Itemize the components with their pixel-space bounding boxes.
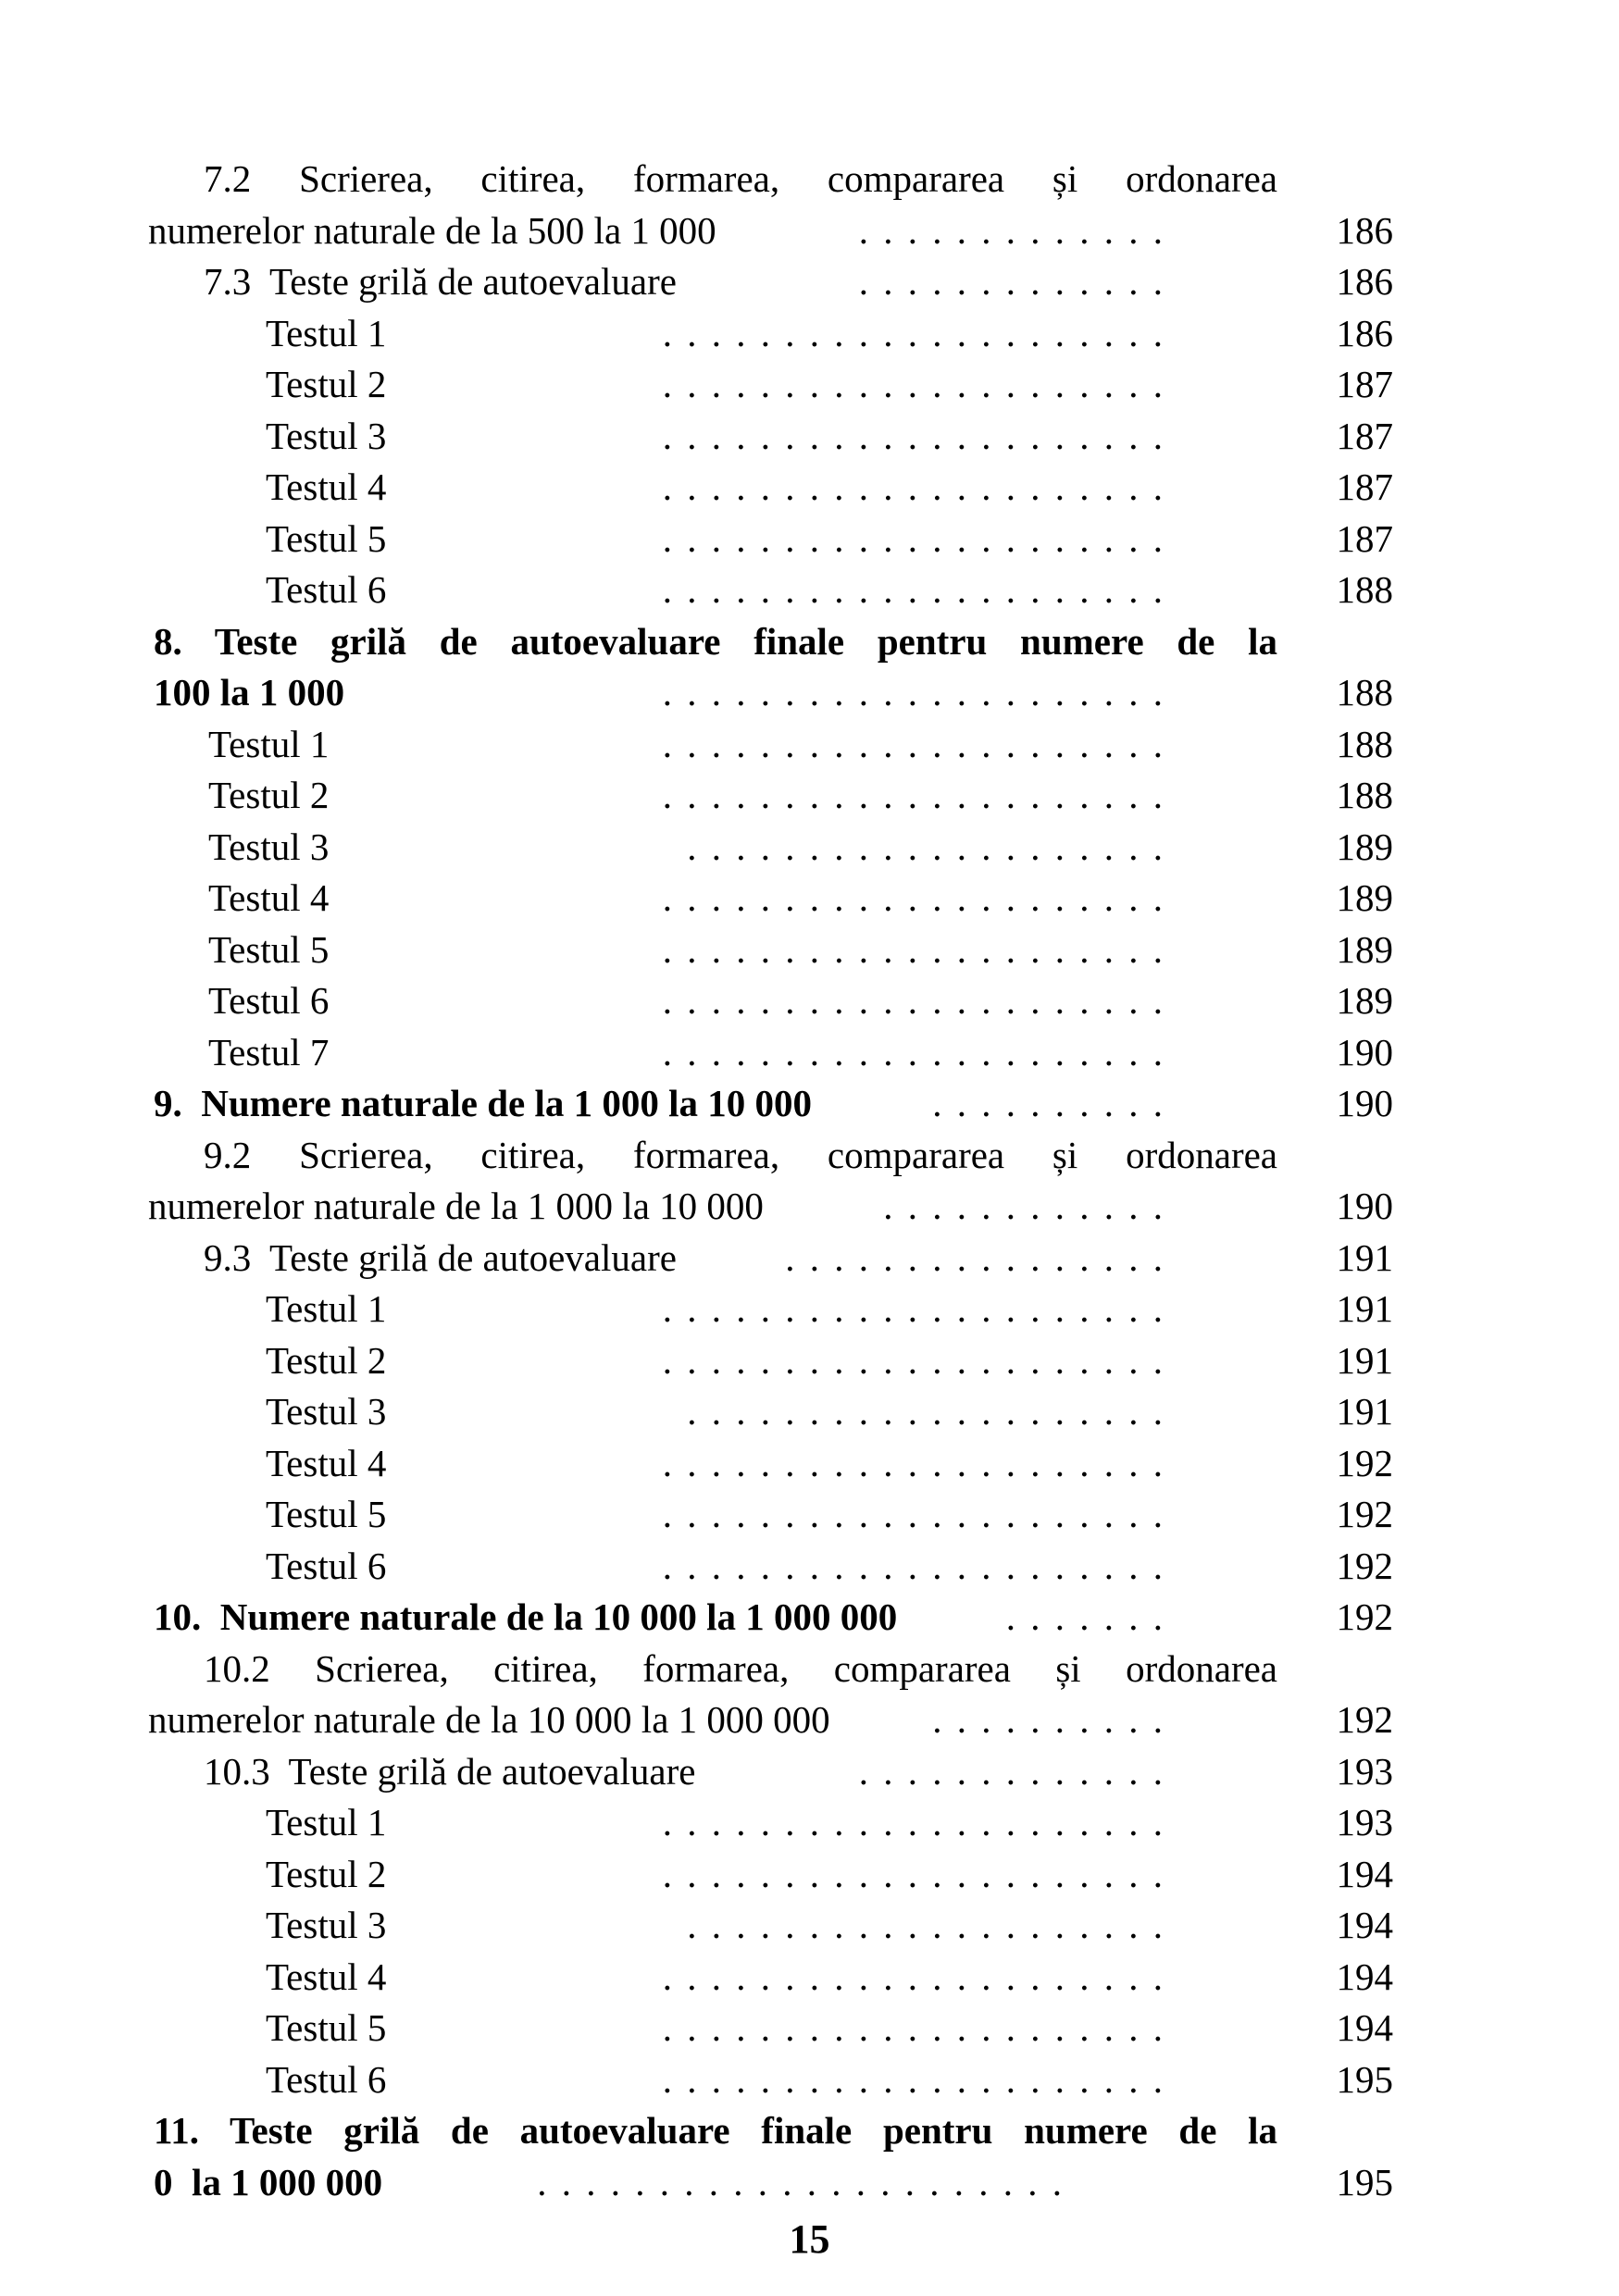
toc-entry-label: Testul 2 <box>208 774 330 816</box>
toc-entry-label: Testul 3 <box>208 825 330 868</box>
toc-entry-page: 189 <box>1336 876 1393 919</box>
toc-row <box>148 1489 1393 1541</box>
dot-leader: . . . . . . . . . . . . <box>883 1185 1165 1227</box>
toc-entry-label: 9.3 Teste grilă de autoevaluare <box>204 1235 677 1279</box>
toc-row <box>148 719 1393 771</box>
dot-leader: . . . . . . . . . . . . . . . . . . . . . <box>662 1030 1165 1074</box>
toc-entry-label: Testul 6 <box>266 568 387 611</box>
toc-entry-label: Testul 1 <box>208 722 330 765</box>
toc-entry-label: Testul 4 <box>266 1441 387 1484</box>
toc-entry-page: 186 <box>1336 208 1393 252</box>
dot-leader: . . . . . . . . . . . . . . . . . . . . <box>687 825 1165 868</box>
toc-row <box>148 462 1393 514</box>
toc-entry-page: 189 <box>1336 979 1393 1022</box>
toc-row <box>148 1130 1393 1182</box>
dot-leader: . . . . . . . . . . <box>932 1698 1165 1741</box>
toc-row <box>148 1386 1393 1438</box>
dot-leader: . . . . . . . . . . . . . . . . . . . . . <box>662 1852 1165 1895</box>
dot-leader: . . . . . . . . . . . . . . . . . . . . . <box>662 1287 1165 1330</box>
toc-entry-page: 186 <box>1336 260 1393 303</box>
dot-leader: . . . . . . . . . . . . . . . . . . . . <box>687 1390 1165 1433</box>
toc-entry-label: Testul 3 <box>266 1904 387 1946</box>
toc-entry-page: 192 <box>1336 1493 1393 1535</box>
toc-entry-label: Testul 2 <box>266 1338 387 1382</box>
dot-leader: . . . . . . . . . . . . . . . . . . . . . <box>662 722 1165 765</box>
toc-row <box>148 1541 1393 1593</box>
dot-leader: . . . . . . . . . . . . . <box>858 260 1165 303</box>
toc-entry-page: 194 <box>1336 1904 1393 1946</box>
dot-leader: . . . . . . . . . . . . . . . . . . . . . <box>662 1441 1165 1484</box>
toc-row <box>148 1694 1393 1746</box>
toc-row <box>148 667 1393 719</box>
toc-entry-page: 188 <box>1336 568 1393 611</box>
dot-leader: . . . . . . . . . . . . . . . . . . . . . <box>662 363 1165 405</box>
toc-entry-label: Testul 4 <box>266 1955 387 1998</box>
toc-row <box>148 1797 1393 1849</box>
toc-row <box>148 822 1393 874</box>
toc-row <box>148 2054 1393 2106</box>
dot-leader: . . . . . . . . . . . . . . . . . . . . . <box>662 1544 1165 1587</box>
toc-row <box>148 205 1393 257</box>
toc-entry-page: 187 <box>1336 465 1393 508</box>
toc-row <box>148 154 1393 205</box>
dot-leader: . . . . . . . . . . . . . <box>858 208 1165 252</box>
toc-entry-label: Testul 6 <box>266 2057 387 2101</box>
dot-leader: . . . . . . . . . . . . . . . . . . . . . <box>662 979 1165 1022</box>
toc-row <box>148 1284 1393 1335</box>
toc-entry-label: Testul 1 <box>266 1287 387 1330</box>
toc-row <box>148 1644 1393 1695</box>
dot-leader: . . . . . . . . . . . . . . . . . . . . . <box>662 516 1165 560</box>
toc-entry-label: 10.3 Teste grilă de autoevaluare <box>204 1749 696 1793</box>
toc-row <box>148 2003 1393 2054</box>
toc-row <box>148 565 1393 616</box>
toc-entry-page: 194 <box>1336 2006 1393 2049</box>
dot-leader: . . . . . . . . . . . . . . . . . . . . . <box>662 927 1165 971</box>
dot-leader: . . . . . . . . . . . . . . . . . . . . . <box>662 1493 1165 1535</box>
toc-entry-page: 191 <box>1336 1235 1393 1279</box>
toc-entry-label: Testul 4 <box>266 465 387 508</box>
toc-row <box>148 1438 1393 1490</box>
toc-entry-page: 191 <box>1336 1338 1393 1382</box>
toc-entry-page: 192 <box>1336 1595 1393 1638</box>
toc-entry-label: 7.3 Teste grilă de autoevaluare <box>204 260 677 303</box>
toc-entry-label: Testul 5 <box>266 516 387 560</box>
page-number: 15 <box>789 2216 830 2262</box>
toc-entry-label: Testul 5 <box>266 1493 387 1535</box>
toc-entry-page: 190 <box>1336 1030 1393 1074</box>
toc-entry-label: Testul 7 <box>208 1030 330 1074</box>
dot-leader: . . . . . . . . . . . . . . . . . . . . <box>687 1904 1165 1946</box>
toc-row <box>148 1233 1393 1285</box>
dot-leader: . . . . . . . <box>1005 1595 1165 1638</box>
toc-entry-label: 9. Numere naturale de la 1 000 la 10 000 <box>154 1082 812 1124</box>
toc-entry-page: 190 <box>1336 1082 1393 1124</box>
toc-row <box>148 1335 1393 1387</box>
toc-entry-page: 192 <box>1336 1544 1393 1587</box>
toc-row <box>148 975 1393 1027</box>
dot-leader: . . . . . . . . . . . . . . . . . . . . . <box>662 1801 1165 1843</box>
toc-entry-label: Testul 5 <box>208 927 330 971</box>
toc-row <box>148 925 1393 976</box>
dot-leader: . . . . . . . . . . . . . . . . . . . . . <box>662 876 1165 919</box>
toc-entry-label: 7.2 Scrierea, citirea, formarea, compararea și ordonarea <box>204 157 1277 200</box>
toc-entry-page: 194 <box>1336 1955 1393 1998</box>
dot-leader: . . . . . . . . . . . . . . . . . . . . . <box>662 465 1165 508</box>
toc-entry-page: 195 <box>1336 2057 1393 2101</box>
toc-entry-label: Testul 3 <box>266 1390 387 1433</box>
dot-leader: . . . . . . . . . . . . . . . . . . . . . <box>662 774 1165 816</box>
toc-entry-page: 191 <box>1336 1287 1393 1330</box>
toc-row <box>148 770 1393 822</box>
toc-row <box>148 1027 1393 1079</box>
toc-row <box>148 2105 1393 2157</box>
dot-leader: . . . . . . . . . . . . . . . . . . . . . <box>662 2057 1165 2101</box>
toc-entry-label: 10. Numere naturale de la 10 000 la 1 000 000 <box>154 1595 898 1638</box>
toc-row <box>148 1181 1393 1233</box>
toc-row <box>148 616 1393 668</box>
toc-entry-label: 8. Teste grilă de autoevaluare finale pentru numere de la <box>154 619 1277 663</box>
dot-leader: . . . . . . . . . . . . . . . . . . . . . <box>662 671 1165 714</box>
toc-row <box>148 359 1393 411</box>
toc-entry-label: 11. Teste grilă de autoevaluare finale pentru numere de la <box>154 2109 1277 2152</box>
toc-entry-page: 189 <box>1336 927 1393 971</box>
toc-entry-label: 10.2 Scrierea, citirea, formarea, compararea și ordonarea <box>204 1646 1277 1690</box>
toc-entry-page: 187 <box>1336 363 1393 405</box>
toc-entry-label: 0 la 1 000 000 <box>154 2160 383 2203</box>
toc-row <box>148 1849 1393 1901</box>
toc-entry-label: Testul 1 <box>266 311 387 354</box>
toc-entry-label: 100 la 1 000 <box>154 671 345 714</box>
toc-entry-page: 188 <box>1336 671 1393 714</box>
toc-row <box>148 873 1393 925</box>
toc-entry-label: numerelor naturale de la 1 000 la 10 000 <box>148 1185 764 1227</box>
toc-entry-label: 9.2 Scrierea, citirea, formarea, compararea și ordonarea <box>204 1133 1277 1176</box>
toc-entry-page: 187 <box>1336 516 1393 560</box>
toc-entry-label: Testul 4 <box>208 876 330 919</box>
toc-entry-label: numerelor naturale de la 500 la 1 000 <box>148 208 716 252</box>
toc-row <box>148 308 1393 360</box>
toc-entry-label: Testul 1 <box>266 1801 387 1843</box>
dot-leader: . . . . . . . . . . . . . . . . . . . . . <box>662 2006 1165 2049</box>
toc-entry-page: 192 <box>1336 1698 1393 1741</box>
toc-entry-page: 194 <box>1336 1852 1393 1895</box>
toc-row <box>148 1900 1393 1952</box>
toc-row <box>148 1592 1393 1644</box>
dot-leader: . . . . . . . . . . . . . . . . . . . . . <box>662 1338 1165 1382</box>
toc-entry-page: 193 <box>1336 1749 1393 1793</box>
toc-entry-label: Testul 6 <box>266 1544 387 1587</box>
toc-entry-label: Testul 6 <box>208 979 330 1022</box>
dot-leader: . . . . . . . . . . <box>932 1082 1165 1124</box>
toc-row <box>148 1746 1393 1798</box>
toc-entry-page: 192 <box>1336 1441 1393 1484</box>
toc-row <box>148 256 1393 308</box>
toc-entry-page: 191 <box>1336 1390 1393 1433</box>
toc-entry-page: 188 <box>1336 722 1393 765</box>
dot-leader: . . . . . . . . . . . . . . . . <box>785 1235 1165 1279</box>
toc-entry-page: 193 <box>1336 1801 1393 1843</box>
toc-entry-label: Testul 5 <box>266 2006 387 2049</box>
toc-entry-page: 186 <box>1336 311 1393 354</box>
toc-row <box>148 1952 1393 2004</box>
dot-leader: . . . . . . . . . . . . . . . . . . . . . <box>662 311 1165 354</box>
dot-leader: . . . . . . . . . . . . . . . . . . . . . <box>662 568 1165 611</box>
toc-row <box>148 411 1393 463</box>
toc-entry-page: 190 <box>1336 1185 1393 1227</box>
dot-leader: . . . . . . . . . . . . . . . . . . . . . . <box>537 2160 1065 2203</box>
table-of-contents <box>148 154 1393 2208</box>
dot-leader: . . . . . . . . . . . . . . . . . . . . . <box>662 414 1165 457</box>
toc-row <box>148 1078 1393 1130</box>
toc-entry-page: 195 <box>1336 2160 1393 2203</box>
toc-row <box>148 2157 1393 2209</box>
toc-entry-page: 189 <box>1336 825 1393 868</box>
toc-entry-label: numerelor naturale de la 10 000 la 1 000 000 <box>148 1698 830 1741</box>
toc-entry-page: 188 <box>1336 774 1393 816</box>
toc-entry-label: Testul 2 <box>266 1852 387 1895</box>
toc-row <box>148 514 1393 565</box>
dot-leader: . . . . . . . . . . . . . <box>858 1749 1165 1793</box>
toc-entry-label: Testul 3 <box>266 414 387 457</box>
toc-entry-label: Testul 2 <box>266 363 387 405</box>
dot-leader: . . . . . . . . . . . . . . . . . . . . . <box>662 1955 1165 1998</box>
toc-entry-page: 187 <box>1336 414 1393 457</box>
